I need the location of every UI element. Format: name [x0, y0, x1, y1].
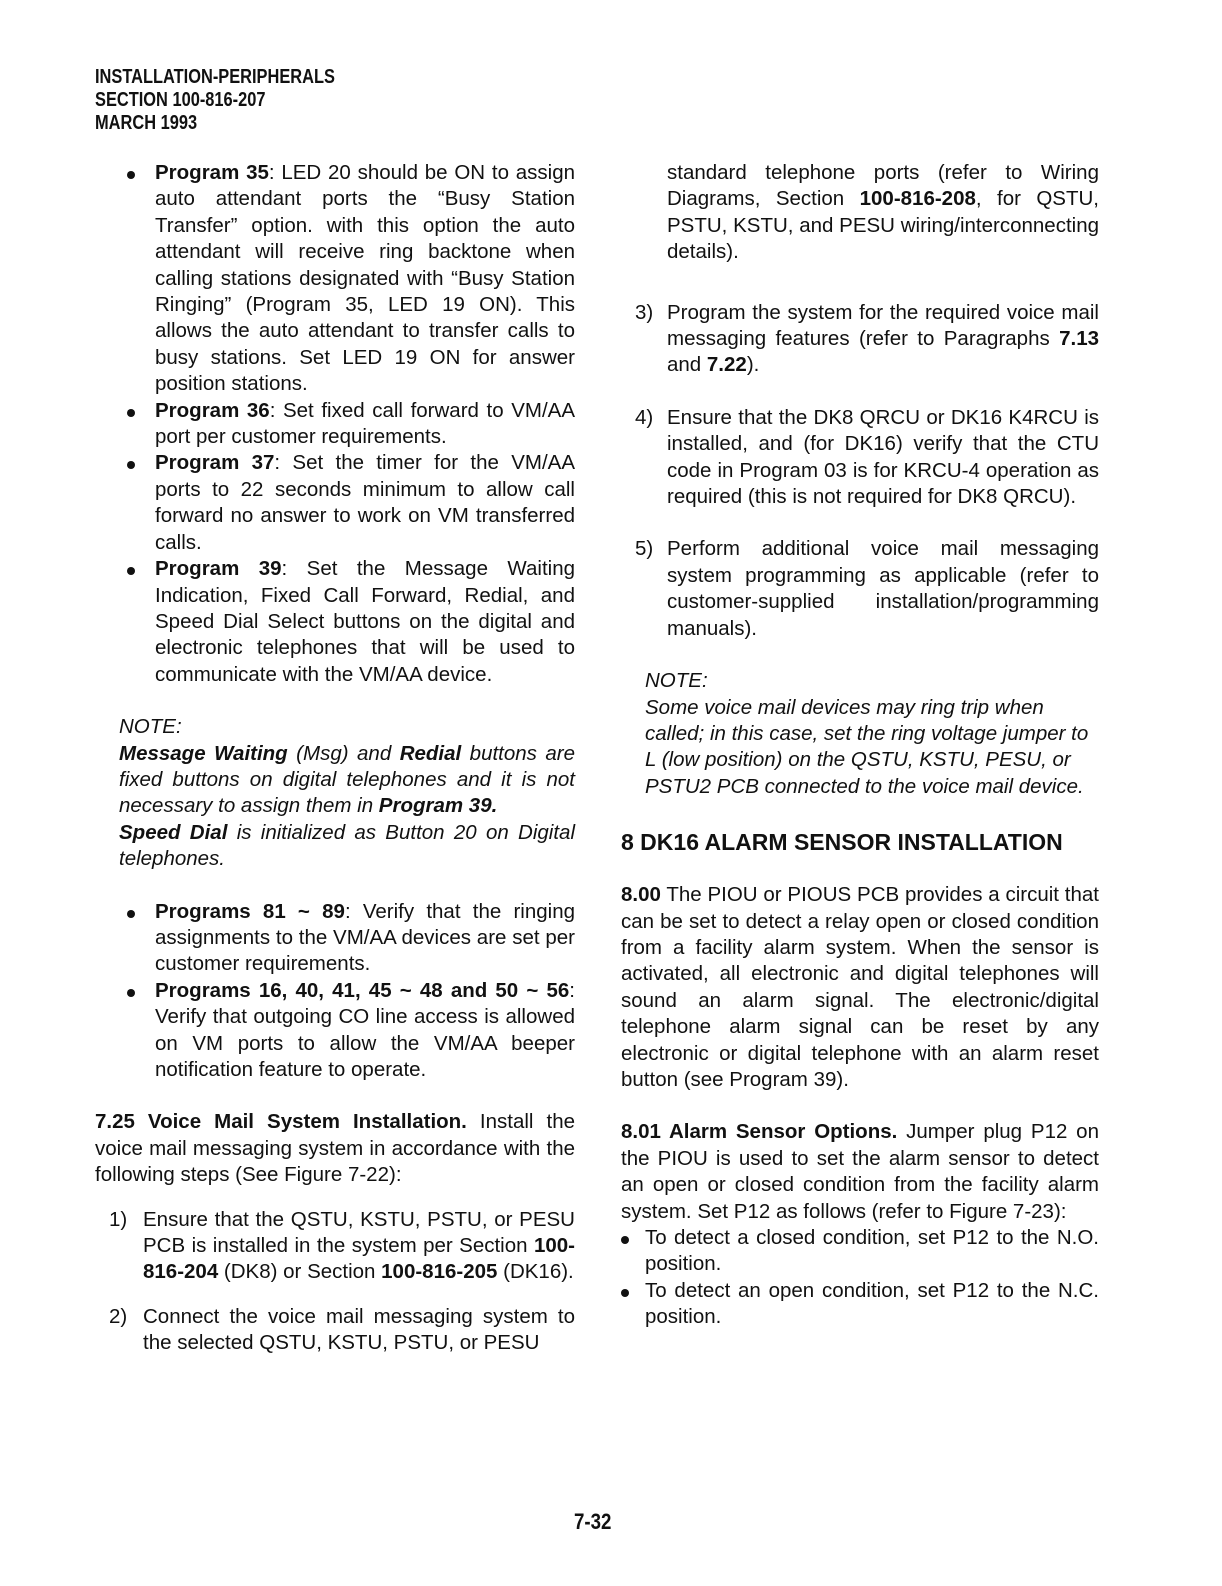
bullet-program-36 — [95, 398, 575, 451]
bullet-closed-condition — [621, 1225, 1099, 1278]
step-text: and — [667, 353, 707, 377]
bullet-programs-81-89 — [95, 899, 575, 978]
bullet-program-39 — [95, 556, 575, 688]
paragraph-8-00 — [621, 882, 1099, 1093]
bullet-dot — [127, 409, 135, 417]
paragraph-label: 8.01 Alarm Sensor Options. — [621, 1120, 898, 1144]
step-2 — [95, 1304, 575, 1357]
step-5 — [621, 536, 1099, 642]
bullet-dot — [127, 567, 135, 575]
bullet-label: Programs 81 ~ 89 — [155, 899, 345, 923]
paragraph-text: The PIOU or PIOUS PCB provides a circuit that can be set to detect a relay open or closed condition from a facility alarm system. When the sensor is activated, all electronic and digital telephones will sound an alarm signal. The electronic/digital telephone alarm signal can be reset by any electronic or digital telephone with an alarm reset button (see Program 39). — [621, 883, 1099, 1091]
note-body: Some voice mail devices may ring trip when called; in this case, set the ring voltage jumper to L (low position) on the QSTU, KSTU, PESU, or PSTU2 PCB connected to the voice mail device. — [645, 695, 1089, 798]
step-number: 5) — [635, 537, 654, 561]
bullet-label: Program 36 — [155, 398, 270, 422]
paragraph-text: Jumper plug P12 on the PIOU is used to set the alarm sensor to detect an open or closed condition from the facility alarm system. Set P12 as follows (refer to Figure 7-23): — [621, 1120, 1099, 1223]
step-number: 3) — [635, 300, 654, 324]
paragraph-label: 8.00 — [621, 883, 661, 907]
note-bold-redial: Redial — [399, 741, 462, 765]
step-text: ). — [746, 353, 760, 377]
step-number: 2) — [109, 1304, 128, 1328]
note-title: NOTE: — [119, 715, 182, 739]
step-2-continued — [621, 160, 1099, 266]
step-ref: 100-816-208 — [859, 187, 976, 211]
bullet-dot — [127, 989, 135, 997]
step-number: 1) — [109, 1207, 128, 1231]
note-buttons — [95, 714, 575, 872]
right-column — [621, 160, 1099, 1331]
step-text: Program the system for the required voice mail messaging features (refer to Paragraphs — [667, 300, 1099, 351]
paragraph-8-01 — [621, 1119, 1099, 1225]
bullet-program-37 — [95, 450, 575, 556]
bullet-dot — [621, 1289, 629, 1297]
bullet-text: : Verify that the ringing assignments to the VM/AA devices are set per customer requirements. — [155, 899, 575, 976]
step-text: Ensure that the DK8 QRCU or DK16 K4RCU is installed, and (for DK16) verify that the CTU code in Program 03 is for KRCU-4 operation as required (this is not required for DK8 QRCU). — [667, 405, 1099, 509]
bullet-text: To detect an open condition, set P12 to the N.C. position. — [645, 1278, 1099, 1329]
bullet-open-condition — [621, 1278, 1099, 1331]
note-bold-msg: Message Waiting — [119, 741, 288, 765]
bullet-dot — [127, 910, 135, 918]
bullet-label: Program 37 — [155, 451, 275, 475]
step-text: Ensure that the QSTU, KSTU, PSTU, or PESU PCB is installed in the system per Section — [143, 1207, 575, 1258]
section-heading: 8 DK16 ALARM SENSOR INSTALLATION — [621, 829, 1063, 856]
bullet-label: Programs 16, 40, 41, 45 ~ 48 and 50 ~ 56 — [155, 978, 570, 1002]
bullet-dot — [621, 1236, 629, 1244]
step-ref: 100-816-205 — [381, 1260, 498, 1284]
note-ring-trip — [621, 668, 1099, 800]
bullet-text: : Verify that outgoing CO line access is allowed on VM ports to allow the VM/AA beeper notification feature to operate. — [155, 978, 575, 1081]
bullet-text: To detect a closed condition, set P12 to the N.O. position. — [645, 1226, 1099, 1276]
step-text: standard telephone ports (refer to Wiring Diagrams, Section — [667, 161, 1099, 211]
bullet-label: Program 39 — [155, 557, 282, 581]
bullet-text: : LED 20 should be ON to assign auto attendant ports the “Busy Station Transfer” option. with this option the auto attendant will receive ring backtone when calling stations designated with “Busy Station Ringing” (Program 35, LED 19 ON). This allows the auto attendant to transfer calls to busy stations. Set LED 19 ON for answer position stations. — [155, 161, 575, 396]
paragraph-7-25 — [95, 1109, 575, 1188]
bullet-text: : Set the timer for the VM/AA ports to 22 seconds minimum to allow call forward no answer to work on VM transferred calls. — [155, 451, 575, 554]
bullet-program-35 — [95, 160, 575, 398]
left-column — [95, 160, 575, 1357]
page-number: 7-32 — [574, 1509, 612, 1534]
step-ref: 7.22 — [706, 353, 747, 377]
paragraph-label: 7.25 Voice Mail System Installation. — [95, 1110, 467, 1134]
step-ref: 7.13 — [1059, 327, 1099, 351]
note-text: buttons are fixed buttons on digital telephones and it is not necessary to assign them in — [119, 741, 576, 818]
step-text: Perform additional voice mail messaging system programming as applicable (refer to customer-supplied installation/programming manuals). — [667, 537, 1099, 640]
note-bold-speed: Speed Dial — [119, 820, 228, 844]
step-text: (DK8) or Section — [218, 1260, 382, 1284]
step-3 — [621, 300, 1099, 379]
document-header — [95, 66, 423, 135]
paragraph-text: Install the voice mail messaging system in accordance with the following steps (See Figure 7-22): — [95, 1110, 575, 1187]
header-date: MARCH 1993 — [95, 112, 198, 134]
step-ref: 100-816-204 — [143, 1234, 575, 1284]
bullet-programs-16-56 — [95, 978, 575, 1084]
note-text: (Msg) and — [287, 741, 400, 765]
note-text: is initialized as Button 20 on Digital telephones. — [119, 820, 575, 871]
step-4 — [621, 405, 1099, 511]
note-body — [119, 741, 575, 873]
note-title: NOTE: — [645, 669, 708, 693]
step-text: , for QSTU, PSTU, KSTU, and PESU wiring/interconnecting details). — [667, 187, 1099, 264]
step-1 — [95, 1207, 575, 1286]
bullet-text: : Set fixed call forward to VM/AA port per customer requirements. — [155, 398, 575, 449]
header-section: SECTION 100-816-207 — [95, 89, 266, 111]
bullet-dot — [127, 171, 135, 179]
step-text: (DK16). — [497, 1260, 574, 1284]
bullet-label: Program 35 — [155, 161, 269, 184]
bullet-dot — [127, 461, 135, 469]
note-bold-program: Program 39. — [378, 794, 498, 818]
header-title: INSTALLATION-PERIPHERALS — [95, 66, 335, 88]
step-text: Connect the voice mail messaging system to the selected QSTU, KSTU, PSTU, or PESU — [143, 1304, 575, 1355]
bullet-text: : Set the Message Waiting Indication, Fixed Call Forward, Redial, and Speed Dial Select buttons on the digital and electronic telephones that will be used to communicate with the VM/AA device. — [155, 557, 575, 686]
step-number: 4) — [635, 405, 654, 429]
